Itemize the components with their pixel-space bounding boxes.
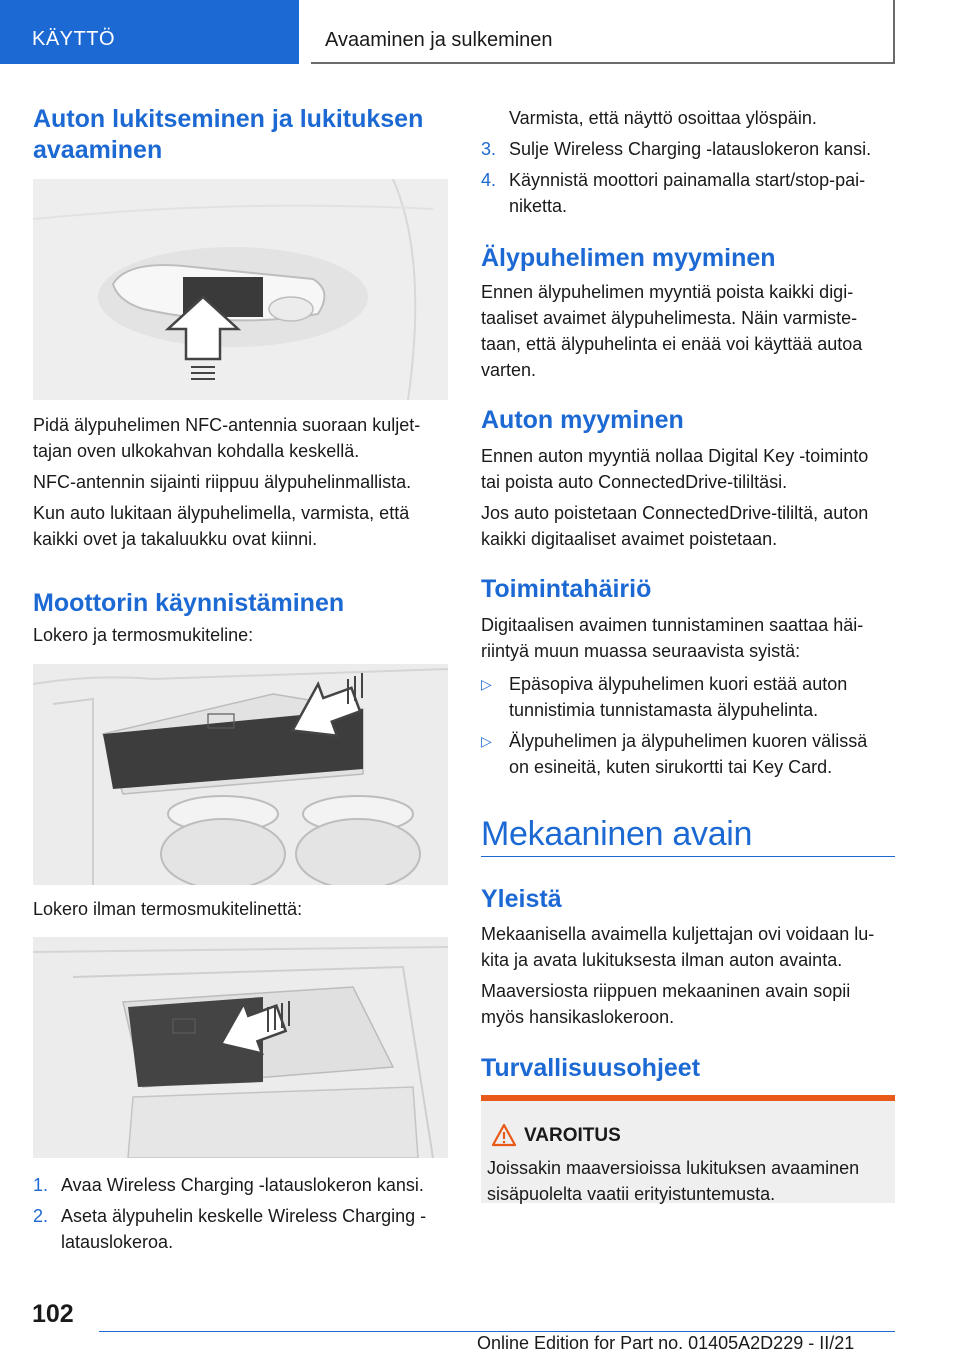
lock-note-line1: Kun auto lukitaan älypuhelimella, varmista, että [33,503,410,523]
sell-phone-line4: varten. [481,360,537,380]
step-1-text: Avaa Wireless Charging -latauslokeron kansi. [61,1175,424,1195]
sell-car-p1-line1: Ennen auton myyntiä nollaa Digital Key -toiminto [481,446,869,466]
bullet-triangle-icon: ▷ [481,676,492,692]
step-2-number: 2. [33,1206,49,1226]
step-3-number: 3. [481,139,497,159]
general-p2-line1: Maaversiosta riippuen mekaaninen avain sopii [481,981,851,1001]
sell-car-p2-line2: kaikki digitaaliset avaimet poistetaan. [481,529,778,549]
tray-with-cupholder-illustration [33,664,448,885]
header-section-label: KÄYTTÖ [32,28,116,50]
step-1-number: 1. [33,1175,49,1195]
step-4-text-line2: niketta. [509,196,568,216]
step-2-text-line1: Aseta älypuhelin keskelle Wireless Charging - [61,1206,427,1226]
nfc-location-text: NFC-antennin sijainti riippuu älypuhelinmallista. [33,472,412,492]
lock-heading-line1: Auton lukitseminen ja lukituksen [33,105,424,133]
header-section-tab [0,0,299,64]
malfunction-intro-line1: Digitaalisen avaimen tunnistaminen saattaa häi- [481,615,864,635]
step-2-text-line2: latauslokeroa. [61,1232,174,1252]
header-chapter-label: Avaaminen ja sulkeminen [325,29,553,51]
sell-car-heading: Auton myyminen [481,406,684,434]
lock-note-line2: kaikki ovet ja takaluukku ovat kiinni. [33,529,318,549]
step-3-text: Sulje Wireless Charging -latauslokeron kansi. [509,139,872,159]
warning-text-line2: sisäpuolelta vaatii erityistuntemusta. [487,1184,776,1204]
sell-phone-line1: Ennen älypuhelimen myyntiä poista kaikki digi- [481,282,854,302]
footer-rule [99,1331,895,1332]
sell-phone-line3: taan, että älypuhelinta ei enää voi käyttää autoa [481,334,863,354]
nfc-instruction-line2: tajan oven ulkokahvan kohdalla keskellä. [33,441,360,461]
footer-edition: Online Edition for Part no. 01405A2D229 - II/21 [477,1333,855,1353]
sell-car-p1-line2: tai poista auto ConnectedDrive-tililtäsi. [481,472,788,492]
step-4-number: 4. [481,170,497,190]
title-rule [481,856,895,857]
tray-caption-with-holder: Lokero ja termosmukiteline: [33,625,254,645]
malfunction-intro-line2: riintyä muun muassa seuraavista syistä: [481,641,801,661]
safety-heading: Turvallisuusohjeet [481,1054,701,1082]
lock-heading-line2: avaaminen [33,136,163,164]
malfunction-bullet-1-line1: Epäsopiva älypuhelimen kuori estää auton [509,674,848,694]
general-p1-line2: kita ja avata lukituksesta ilman auton avainta. [481,950,843,970]
malfunction-bullet-1-line2: tunnistimia tunnistamasta älypuhelinta. [509,700,819,720]
page-number: 102 [32,1300,74,1328]
malfunction-bullet-2-line2: on esineitä, kuten sirukortti tai Key Card. [509,757,833,777]
tray-caption-without-holder: Lokero ilman termosmukitelinettä: [33,899,303,919]
tray-without-cupholder-illustration [33,937,448,1158]
sell-phone-heading: Älypuhelimen myyminen [481,244,776,272]
mechanical-key-title: Mekaaninen avain [481,815,753,853]
warning-box [481,1095,895,1203]
step-2-continuation: Varmista, että näyttö osoittaa ylöspäin. [509,108,817,128]
sell-car-p2-line1: Jos auto poistetaan ConnectedDrive-tililtä, auton [481,503,869,523]
warning-triangle-icon [491,1123,517,1147]
malfunction-bullet-2-line1: Älypuhelimen ja älypuhelimen kuoren välissä [509,731,868,751]
bullet-triangle-icon: ▷ [481,733,492,749]
door-handle-illustration [33,179,448,400]
general-p1-line1: Mekaanisella avaimella kuljettajan ovi voidaan lu- [481,924,875,944]
step-4-text-line1: Käynnistä moottori painamalla start/stop-pai- [509,170,866,190]
sell-phone-line2: taaliset avaimet älypuhelimesta. Näin varmiste- [481,308,858,328]
warning-label: VAROITUS [524,1125,621,1146]
nfc-instruction-line1: Pidä älypuhelimen NFC-antennia suoraan kuljet- [33,415,421,435]
warning-text-line1: Joissakin maaversioissa lukituksen avaaminen [487,1158,860,1178]
general-p2-line2: myös hansikaslokeroon. [481,1007,675,1027]
malfunction-heading: Toimintahäiriö [481,575,652,603]
start-engine-heading: Moottorin käynnistäminen [33,589,345,617]
header-chapter-box [311,0,895,64]
general-heading: Yleistä [481,885,562,913]
